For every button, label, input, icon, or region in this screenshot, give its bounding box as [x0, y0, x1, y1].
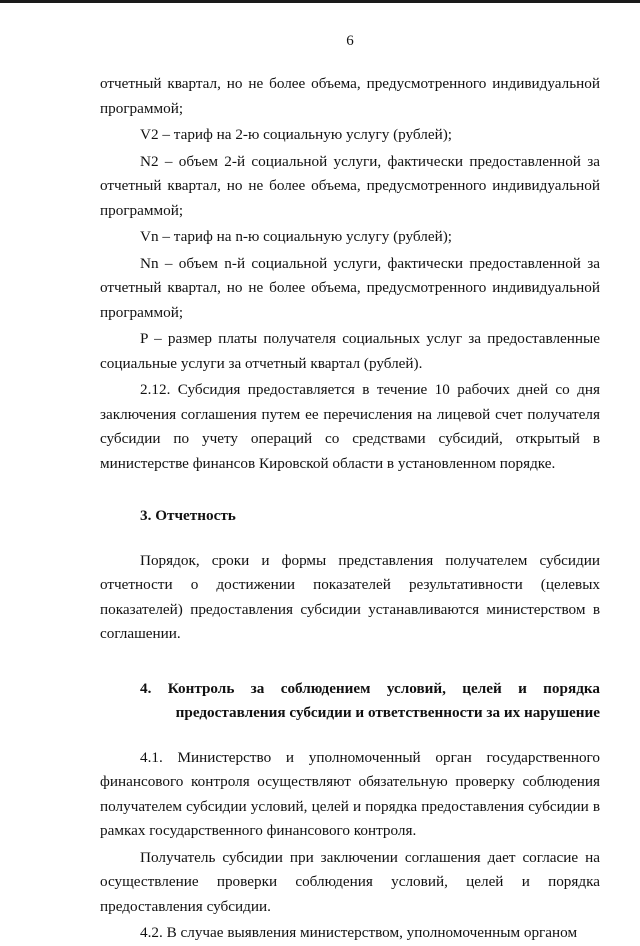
paragraph-4-2: 4.2. В случае выявления министерством, уполномоченным органом [140, 924, 578, 941]
paragraph-4-1: 4.1. Министерство и уполномоченный орган государственного финансового контроля осуществляют обязательную проверку соблюдения получателем субсидии условий, целей и порядка предоставления субсидии в рамках государственного финансового контроля. [100, 748, 600, 839]
section-3-text: Порядок, сроки и формы представления получателем субсидии отчетности о достижении показателей результативности (целевых показателей) предоставления субсидии устанавливаются министерством в соглашении. [100, 551, 600, 642]
page-number: 6 [346, 33, 354, 49]
paragraph-v2: V2 – тариф на 2-ю социальную услугу (рублей); [140, 126, 453, 143]
section-4-heading-line1: 4. Контроль за соблюдением условий, целей и порядка [140, 679, 600, 697]
paragraph-p: P – размер платы получателя социальных услуг за предоставленные социальные услуги за отчетный квартал (рублей). [100, 330, 600, 372]
paragraph-vn: Vn – тариф на n-ю социальную услугу (рублей); [140, 228, 453, 245]
paragraph-n2: N2 – объем 2-й социальной услуги, фактически предоставленной за отчетный квартал, но не более объема, предусмотренного индивидуальной программой; [100, 152, 600, 219]
section-3-heading: 3. Отчетность [140, 507, 236, 524]
document-page [100, 30, 600, 946]
paragraph-continuation: отчетный квартал, но не более объема, предусмотренного индивидуальной программой; [100, 75, 600, 117]
paragraph-2-12: 2.12. Субсидия предоставляется в течение 10 рабочих дней со дня заключения соглашения путем ее перечисления на лицевой счет получателя субсидии по учету операций со средствами субсидий, открытый в министерстве финансов Кировской области в установленном порядке. [100, 381, 600, 472]
section-4-heading-line2: предоставления субсидии и ответственности за их нарушение [175, 704, 600, 721]
paragraph-consent: Получатель субсидии при заключении соглашения дает согласие на осуществление проверки соблюдения условий, целей и порядка предоставления субсидии. [100, 848, 600, 915]
top-rule [0, 0, 640, 3]
paragraph-nn: Nn – объем n-й социальной услуги, фактически предоставленной за отчетный квартал, но не более объема, предусмотренного индивидуальной программой; [100, 254, 600, 321]
